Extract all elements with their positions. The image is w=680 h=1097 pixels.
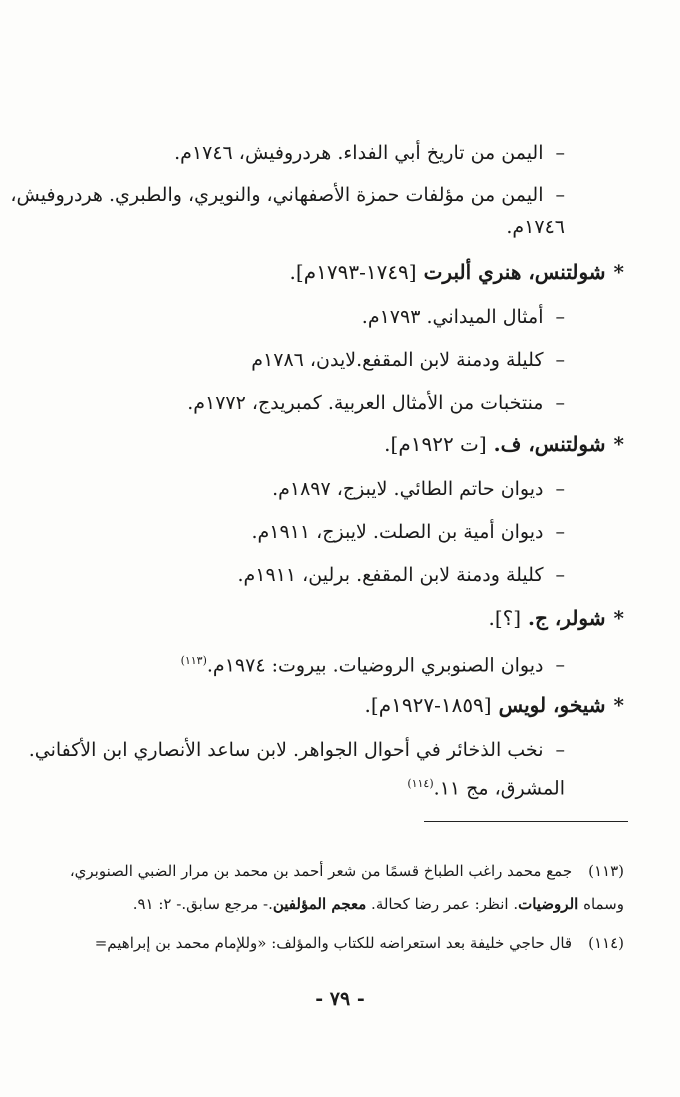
dash-marker: – — [555, 478, 565, 500]
dash-marker: – — [555, 521, 565, 543]
page-number: - ٧٩ - — [315, 988, 365, 1010]
dash-marker: – — [555, 654, 565, 677]
dash-marker: – — [555, 739, 565, 761]
author-name: شولر، ج. — [528, 606, 606, 630]
author-name: شيخو، لويس — [498, 693, 606, 717]
author-name: شولتنس، هنري ألبرت — [423, 260, 606, 284]
entry-text: ديوان أمية بن الصلت. لايبزج، ١٩١١م. — [251, 521, 544, 543]
footnote-text: وسماه — [578, 895, 624, 913]
entry-text: اليمن من تاريخ أبي الفداء. هردروفيش، ١٧٤٦م. — [174, 142, 544, 164]
author-dates: [١٨٥٩-١٩٢٧م]. — [364, 693, 492, 717]
footnote-114 — [95, 932, 624, 954]
entry-text: نخب الذخائر في أحوال الجواهر. لابن ساعد الأنصاري ابن الأكفاني. — [28, 739, 544, 761]
footnote-number: (١١٤) — [588, 934, 624, 952]
star-marker: * — [613, 432, 624, 456]
entry-continuation — [506, 214, 565, 240]
author-dates: [ت ١٩٢٢م]. — [384, 432, 487, 456]
author-heading — [365, 692, 624, 718]
entry-text: المشرق، مج ١١. — [433, 777, 565, 800]
entry-text: كليلة ودمنة لابن المقفع. برلين، ١٩١١م. — [237, 564, 544, 586]
footnote-113-continuation — [133, 893, 624, 915]
footnote-divider — [424, 821, 628, 822]
author-heading — [384, 431, 624, 457]
entry-line — [29, 737, 565, 763]
entry-line — [187, 390, 565, 416]
entry-line — [251, 347, 565, 373]
dash-marker: – — [555, 392, 565, 414]
entry-line — [174, 140, 565, 166]
dash-marker: – — [555, 564, 565, 586]
entry-text: اليمن من مؤلفات حمزة الأصفهاني، والنويري، والطبري. هردروفيش، — [10, 184, 544, 206]
entry-text: أمثال الميداني. ١٧٩٣م. — [361, 306, 544, 328]
footnote-ref[interactable]: (١١٤) — [407, 777, 434, 790]
author-name: شولتنس، ف. — [493, 432, 606, 456]
dash-marker: – — [555, 142, 565, 164]
footnote-text: قال حاجي خليفة بعد استعراضه للكتاب والمؤلف: «وللإمام محمد بن إبراهيم= — [94, 934, 573, 952]
entry-text: ١٧٤٦م. — [506, 216, 565, 238]
star-marker: * — [613, 260, 624, 284]
entry-text: ديوان الصنوبري الروضيات. بيروت: ١٩٧٤م. — [206, 654, 544, 677]
author-dates: [؟]. — [488, 606, 522, 630]
author-heading — [290, 259, 624, 285]
entry-text: منتخبات من الأمثال العربية. كمبريدج، ١٧٧٢م. — [187, 392, 544, 414]
author-heading — [488, 605, 624, 631]
entry-line — [237, 562, 565, 588]
entry-line — [362, 304, 565, 330]
footnote-text: .- مرجع سابق.- ٢: ٩١. — [132, 895, 273, 913]
entry-line — [181, 648, 565, 678]
entry-text: ديوان حاتم الطائي. لايبزج، ١٨٩٧م. — [272, 478, 544, 500]
entry-line — [10, 182, 565, 208]
book-title: الروضيات — [518, 895, 579, 913]
footnote-text: جمع محمد راغب الطباخ قسمًا من شعر أحمد بن محمد بن مرار الضبي الصنوبري، — [69, 862, 573, 880]
book-title: معجم المؤلفين — [272, 895, 367, 913]
star-marker: * — [613, 606, 624, 630]
footnote-ref[interactable]: (١١٣) — [180, 654, 207, 667]
dash-marker: – — [555, 184, 565, 206]
author-dates: [١٧٤٩-١٧٩٣م]. — [289, 260, 417, 284]
entry-line — [251, 519, 565, 545]
footnote-113 — [70, 860, 624, 882]
entry-continuation — [407, 771, 565, 801]
dash-marker: – — [555, 349, 565, 371]
footnote-number: (١١٣) — [588, 862, 624, 880]
entry-text: كليلة ودمنة لابن المقفع.لايدن، ١٧٨٦م — [251, 349, 544, 371]
dash-marker: – — [555, 306, 565, 328]
star-marker: * — [613, 693, 624, 717]
entry-line — [272, 476, 565, 502]
footnote-text: . انظر: عمر رضا كحالة. — [366, 895, 519, 913]
